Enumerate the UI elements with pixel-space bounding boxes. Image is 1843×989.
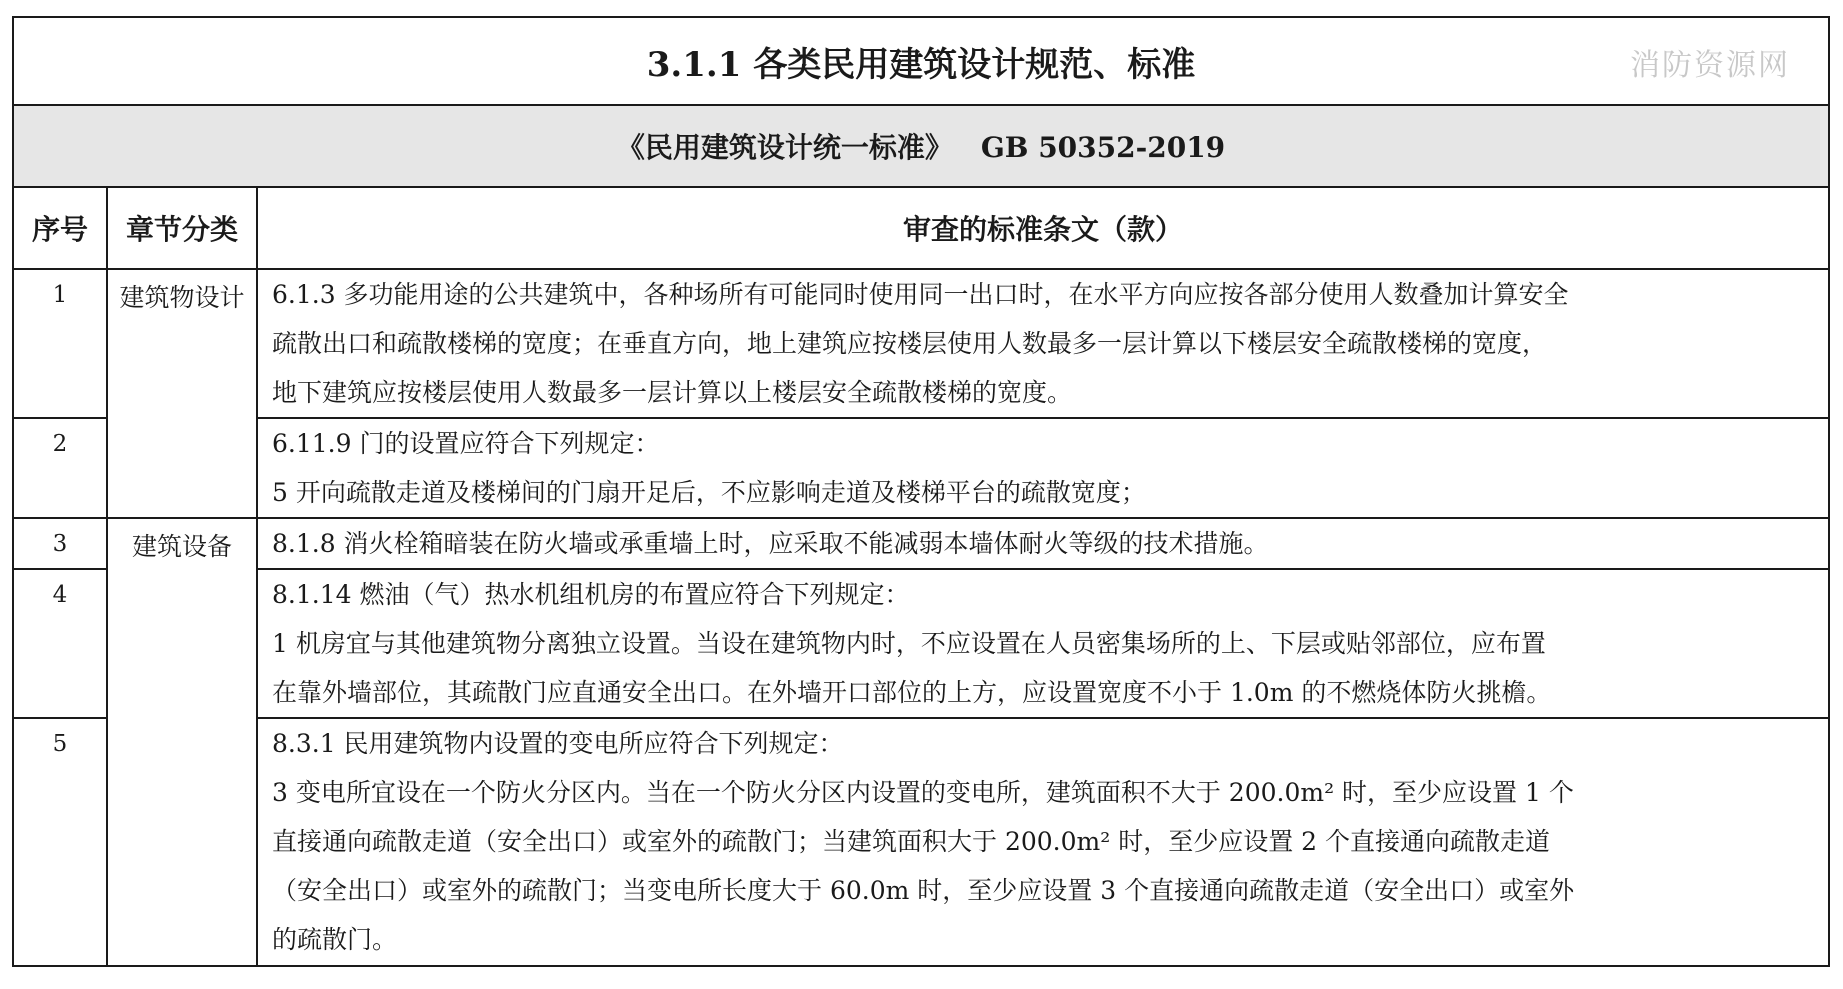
chapter-category: 建筑物设计 — [107, 269, 257, 518]
document-page — [12, 16, 1828, 976]
clause-line: 8.3.1 民用建筑物内设置的变电所应符合下列规定： — [272, 729, 844, 758]
row-number: 2 — [13, 418, 107, 518]
clause-text — [257, 418, 1829, 518]
table-title-cell — [13, 17, 1829, 105]
clause-line: 在靠外墙部位，其疏散门应直通安全出口。在外墙开口部位的上方，应设置宽度不小于 1.0m 的不燃烧体防火挑檐。 — [272, 678, 1552, 707]
col-header-no: 序号 — [13, 187, 107, 269]
standard-name-cell — [13, 105, 1829, 187]
standards-table — [12, 16, 1830, 967]
clause-line: （安全出口）或室外的疏散门；当变电所长度大于 60.0m 时，至少应设置 3 个直接通向疏散走道（安全出口）或室外 — [272, 876, 1575, 905]
row-number: 3 — [13, 518, 107, 569]
table-title: 3.1.1 各类民用建筑设计规范、标准 — [646, 44, 1196, 85]
row-number: 5 — [13, 718, 107, 966]
clause-line: 直接通向疏散走道（安全出口）或室外的疏散门；当建筑面积大于 200.0m² 时，至少应设置 2 个直接通向疏散走道 — [272, 827, 1550, 856]
clause-line: 8.1.8 消火栓箱暗装在防火墙或承重墙上时，应采取不能减弱本墙体耐火等级的技术措施。 — [272, 529, 1269, 558]
clause-line: 疏散出口和疏散楼梯的宽度；在垂直方向，地上建筑应按楼层使用人数最多一层计算以下楼层安全疏散楼梯的宽度， — [272, 329, 1548, 358]
col-header-clause: 审查的标准条文（款） — [257, 187, 1829, 269]
table-row — [13, 269, 1829, 418]
clause-line: 1 机房宜与其他建筑物分离独立设置。当设在建筑物内时，不应设置在人员密集场所的上、下层或贴邻部位，应布置 — [272, 629, 1546, 658]
clause-line: 地下建筑应按楼层使用人数最多一层计算以上楼层安全疏散楼梯的宽度。 — [272, 378, 1073, 407]
column-header-row — [13, 187, 1829, 269]
clause-line: 3 变电所宜设在一个防火分区内。当在一个防火分区内设置的变电所，建筑面积不大于 200.0m² 时，至少应设置 1 个 — [272, 778, 1574, 807]
clause-line: 8.1.14 燃油（气）热水机组机房的布置应符合下列规定： — [272, 580, 910, 609]
watermark: 消防资源网 — [1630, 48, 1791, 83]
table-row — [13, 569, 1829, 718]
clause-text — [257, 518, 1829, 569]
clause-line: 6.11.9 门的设置应符合下列规定： — [272, 429, 660, 458]
clause-text — [257, 269, 1829, 418]
row-number: 1 — [13, 269, 107, 418]
clause-text — [257, 569, 1829, 718]
clause-text — [257, 718, 1829, 966]
clause-line: 的疏散门。 — [272, 925, 398, 954]
table-row — [13, 418, 1829, 518]
standard-name: 《民用建筑设计统一标准》 — [616, 131, 953, 164]
table-row — [13, 718, 1829, 966]
standard-code: GB 50352-2019 — [980, 131, 1226, 164]
chapter-category: 建筑设备 — [107, 518, 257, 966]
row-number: 4 — [13, 569, 107, 718]
table-row — [13, 518, 1829, 569]
col-header-chapter: 章节分类 — [107, 187, 257, 269]
clause-line: 5 开向疏散走道及楼梯间的门扇开足后，不应影响走道及楼梯平台的疏散宽度； — [272, 478, 1146, 507]
clause-line: 6.1.3 多功能用途的公共建筑中，各种场所有可能同时使用同一出口时，在水平方向应按各部分使用人数叠加计算安全 — [272, 280, 1569, 309]
